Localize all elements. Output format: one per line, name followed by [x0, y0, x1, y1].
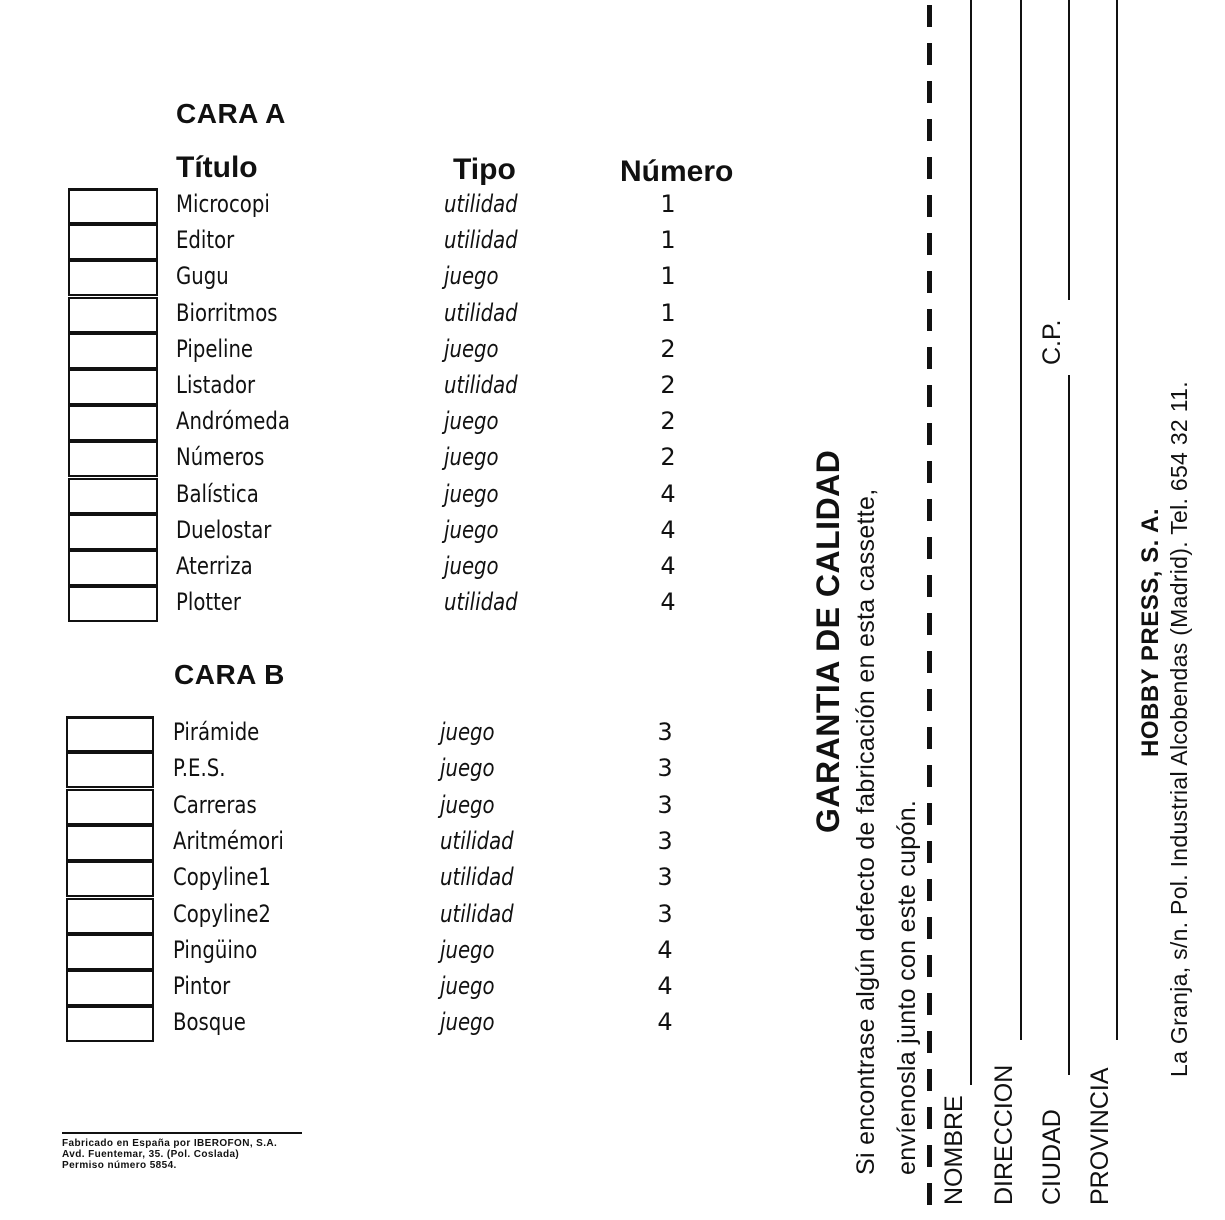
company-address: La Granja, s/n. Pol. Industrial Alcobendas (Madrid). Tel. 654 32 11. — [1166, 381, 1192, 1077]
side-b-title: CARA B — [174, 659, 285, 690]
column-header-title: Título — [176, 151, 258, 184]
checkbox[interactable] — [66, 716, 154, 752]
field-label-postal-code: C.P. — [1038, 319, 1066, 365]
warranty-heading: GARANTIA DE CALIDAD — [810, 449, 846, 833]
program-number: 1 — [660, 262, 676, 291]
program-title: Biorritmos — [176, 298, 278, 327]
program-title: Pingüino — [173, 935, 258, 964]
program-title: Pintor — [173, 972, 231, 1001]
program-title: Carreras — [173, 790, 257, 819]
program-number: 4 — [657, 972, 673, 1001]
program-number: 3 — [657, 718, 673, 746]
program-number: 4 — [660, 479, 676, 508]
warranty-text-line-1: Si encontrase algún defecto de fabricación en esta cassette, — [852, 488, 880, 1175]
program-number: 2 — [660, 371, 676, 399]
program-title: Duelostar — [176, 515, 272, 544]
program-type: utilidad — [440, 899, 514, 928]
checkbox[interactable] — [68, 441, 158, 477]
program-title: Listador — [176, 371, 256, 399]
checkbox[interactable] — [68, 586, 158, 622]
program-number: 1 — [660, 298, 676, 327]
checkbox[interactable] — [68, 369, 158, 405]
field-label-province: PROVINCIA — [1086, 1067, 1114, 1205]
program-type: juego — [440, 790, 495, 819]
program-type: juego — [444, 515, 499, 544]
program-type: utilidad — [444, 190, 518, 218]
program-number: 4 — [657, 935, 673, 964]
checkbox[interactable] — [66, 1006, 154, 1042]
program-title: Aterriza — [176, 552, 253, 580]
program-number: 1 — [660, 190, 676, 218]
checkbox[interactable] — [68, 478, 158, 514]
program-type: juego — [444, 407, 499, 436]
program-title: Aritmémori — [173, 826, 284, 855]
program-title: Copyline2 — [173, 899, 271, 928]
program-title: Copyline1 — [173, 863, 271, 892]
side-a-title: CARA A — [176, 98, 286, 129]
program-number: 3 — [657, 790, 673, 819]
program-type: utilidad — [440, 863, 514, 892]
checkbox[interactable] — [68, 224, 158, 260]
checkbox[interactable] — [68, 405, 158, 441]
program-number: 3 — [657, 863, 673, 892]
program-title: Bosque — [173, 1008, 246, 1037]
cut-line — [927, 0, 932, 1205]
program-title: Balística — [176, 479, 259, 508]
postal-code-field[interactable] — [1068, 0, 1070, 300]
program-title: Números — [176, 443, 265, 472]
footer-rule — [62, 1132, 302, 1134]
program-type: utilidad — [444, 588, 518, 617]
program-type: utilidad — [444, 226, 518, 255]
program-title: Gugu — [176, 262, 229, 291]
warranty-coupon — [810, 0, 1210, 1205]
checkbox[interactable] — [66, 752, 154, 788]
checkbox[interactable] — [68, 188, 158, 224]
program-type: juego — [440, 972, 495, 1001]
program-number: 4 — [660, 588, 676, 617]
checkbox[interactable] — [66, 861, 154, 897]
checkbox[interactable] — [68, 550, 158, 586]
program-title: Microcopi — [176, 190, 270, 218]
column-header-number: Número — [620, 155, 734, 188]
city-field[interactable] — [1068, 375, 1070, 1075]
warranty-text-line-2: envíenosla junto con este cupón. — [893, 799, 921, 1175]
program-type: juego — [444, 262, 499, 291]
program-type: juego — [444, 443, 499, 472]
program-type: juego — [440, 1008, 495, 1037]
program-title: Pirámide — [173, 718, 260, 746]
program-type: juego — [444, 479, 499, 508]
checkbox[interactable] — [66, 898, 154, 934]
program-number: 2 — [660, 334, 676, 363]
program-type: utilidad — [444, 371, 518, 399]
manufacturer-line-2: Avd. Fuentemar, 35. (Pol. Coslada) — [62, 1149, 240, 1160]
checkbox[interactable] — [68, 514, 158, 550]
column-header-type: Tipo — [453, 153, 516, 186]
program-number: 2 — [660, 407, 676, 436]
program-type: juego — [440, 754, 495, 783]
program-type: utilidad — [440, 826, 514, 855]
program-type: juego — [440, 935, 495, 964]
program-type: juego — [440, 718, 495, 746]
checkbox[interactable] — [66, 789, 154, 825]
province-field[interactable] — [1116, 0, 1118, 1040]
program-number: 2 — [660, 443, 676, 472]
name-field[interactable] — [970, 0, 972, 1085]
program-type: juego — [444, 334, 499, 363]
checkbox[interactable] — [68, 297, 158, 333]
program-number: 3 — [657, 754, 673, 783]
field-label-address: DIRECCION — [990, 1064, 1018, 1205]
address-field[interactable] — [1020, 0, 1022, 1040]
checkbox[interactable] — [66, 825, 154, 861]
checkbox[interactable] — [68, 260, 158, 296]
checkbox[interactable] — [68, 333, 158, 369]
program-number: 3 — [657, 826, 673, 855]
program-number: 4 — [657, 1008, 673, 1037]
manufacturer-note — [62, 1138, 277, 1171]
program-number: 3 — [657, 899, 673, 928]
program-title: Andrómeda — [176, 407, 290, 436]
program-title: Editor — [176, 226, 235, 255]
checkbox[interactable] — [66, 934, 154, 970]
program-number: 4 — [660, 515, 676, 544]
program-number: 1 — [660, 226, 676, 255]
program-title: P.E.S. — [173, 754, 226, 783]
checkbox[interactable] — [66, 970, 154, 1006]
program-title: Pipeline — [176, 334, 254, 363]
manufacturer-line-1: Fabricado en España por IBEROFON, S.A. — [62, 1138, 278, 1149]
field-label-name: NOMBRE — [940, 1095, 968, 1205]
field-label-city: CIUDAD — [1038, 1109, 1066, 1205]
company-name: HOBBY PRESS, S. A. — [1137, 507, 1164, 757]
program-title: Plotter — [176, 588, 242, 617]
program-number: 4 — [660, 552, 676, 580]
program-type: juego — [444, 552, 499, 580]
program-type: utilidad — [444, 298, 518, 327]
manufacturer-line-3: Permiso número 5854. — [62, 1160, 177, 1171]
